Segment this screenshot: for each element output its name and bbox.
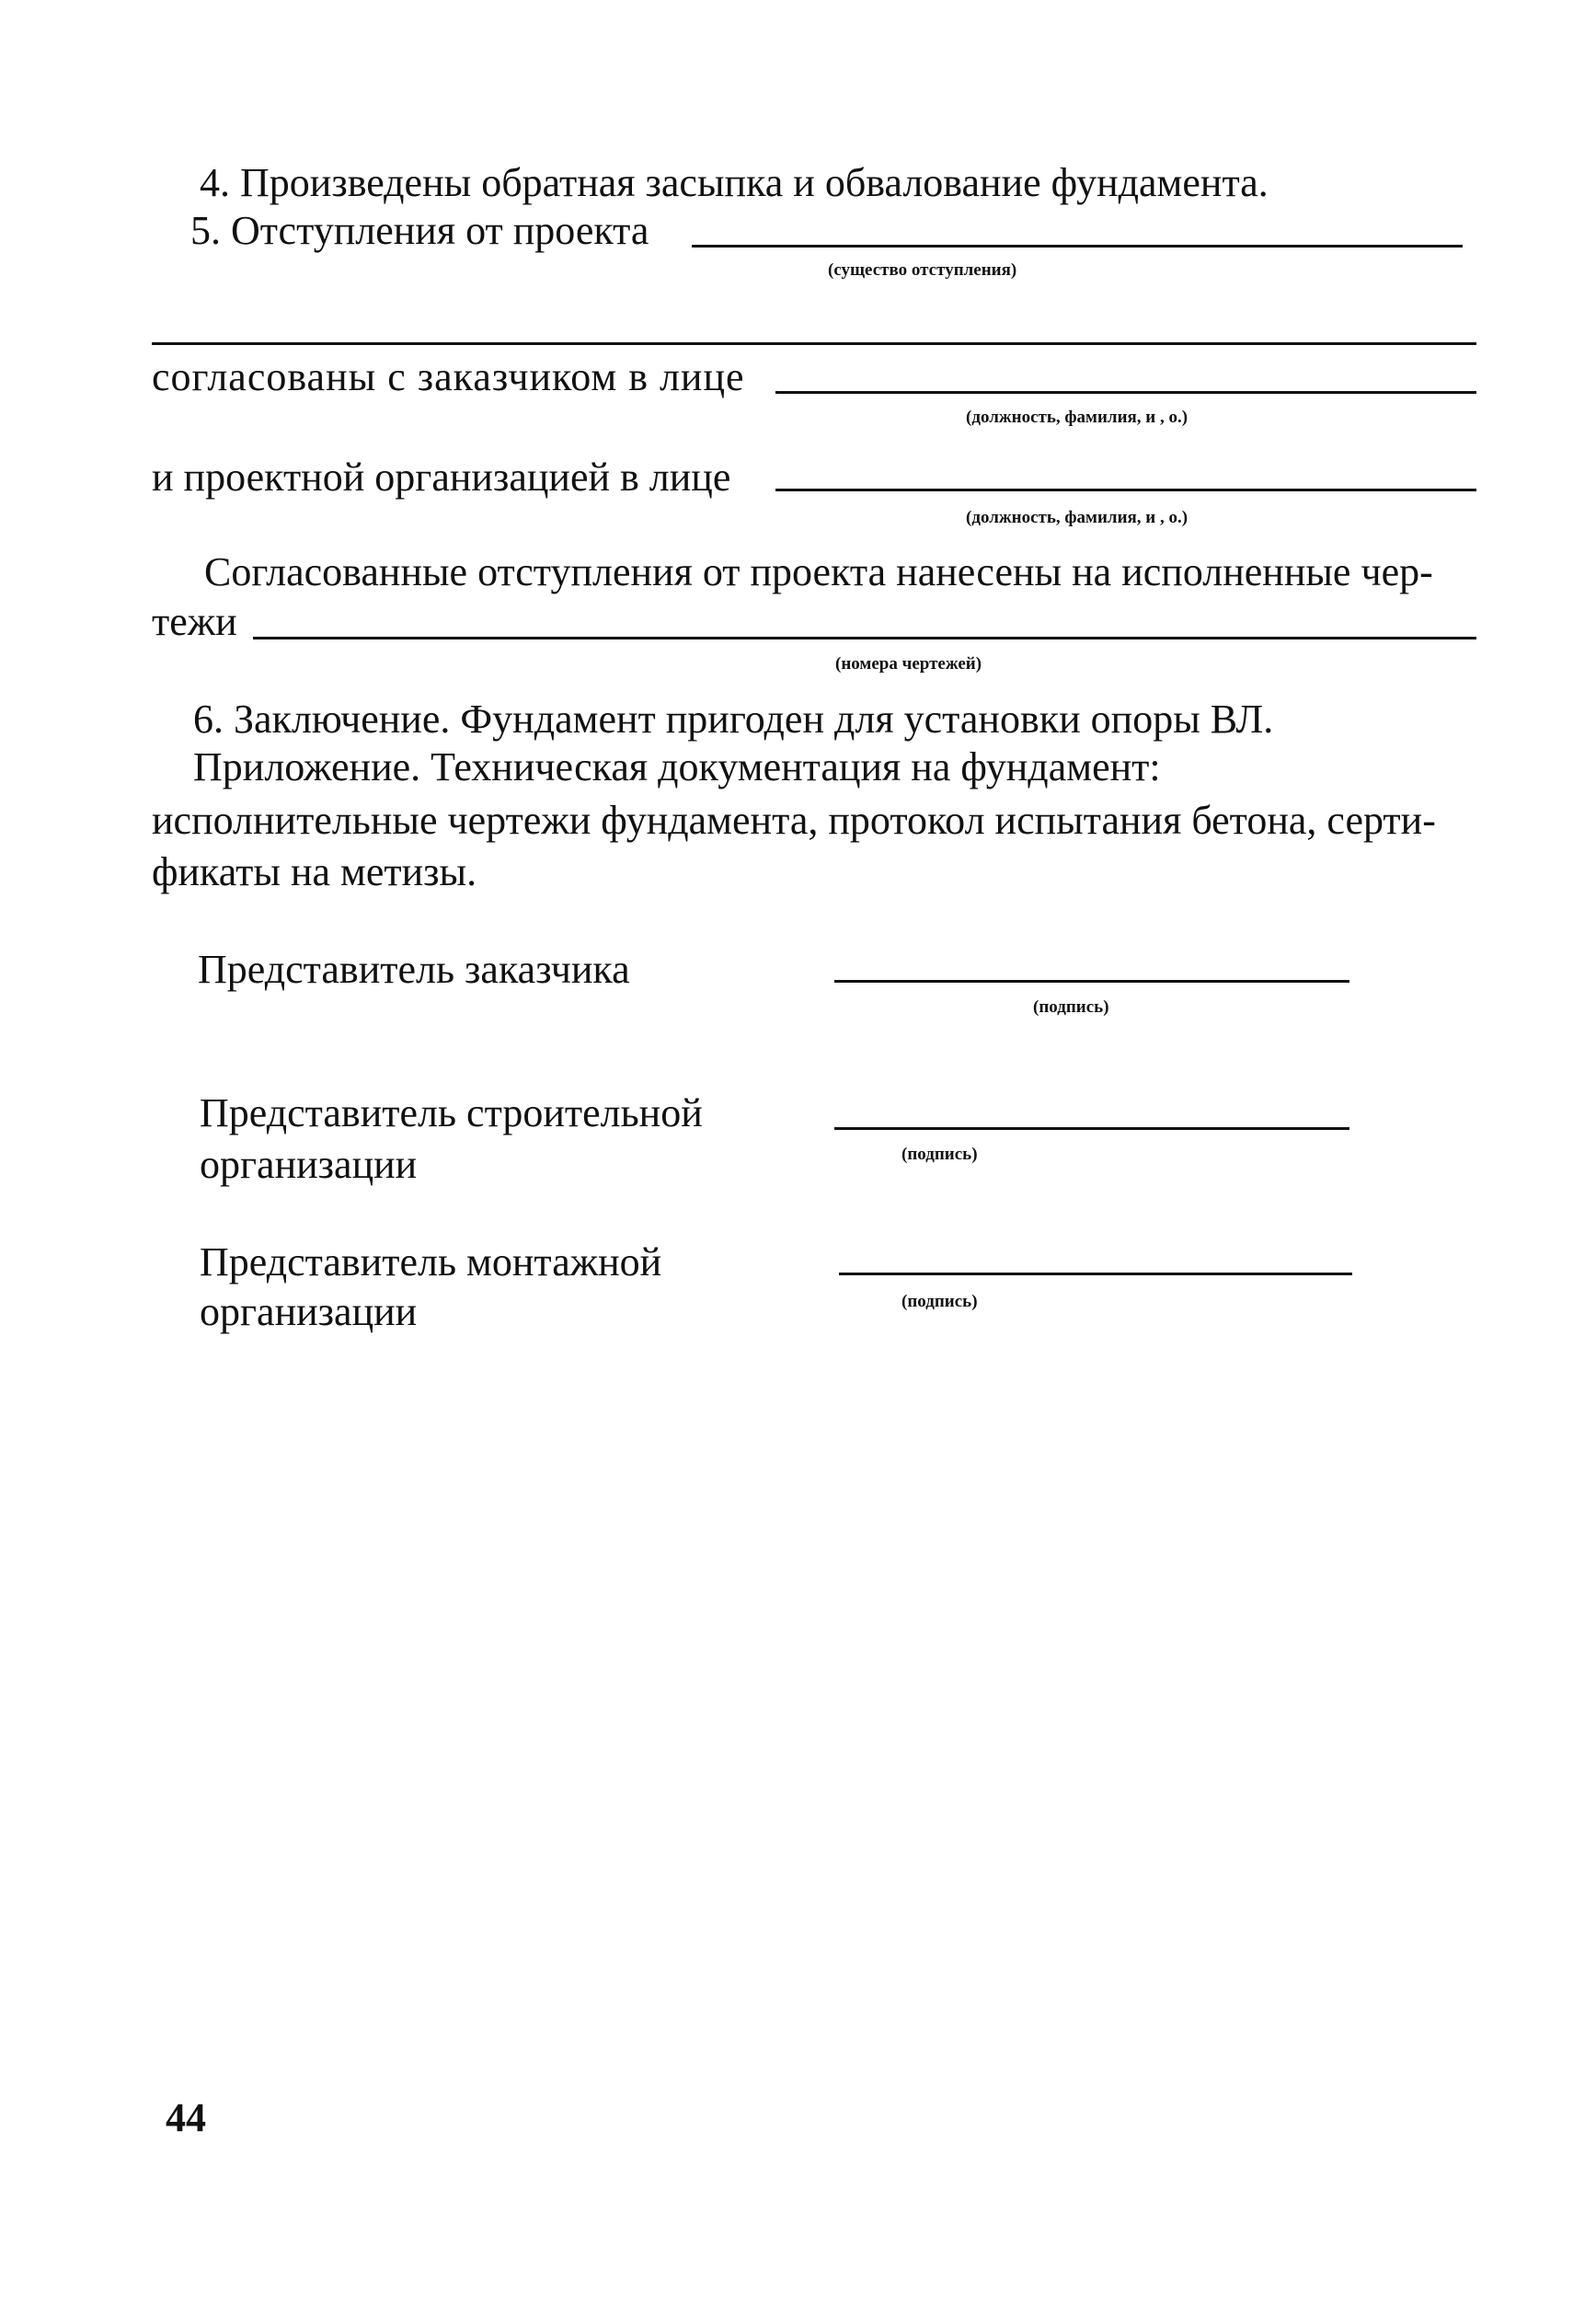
item-6-text: 6. Заключение. Фундамент пригоден для установки опоры ВЛ.	[193, 697, 1274, 742]
signature-construction-label-2: организации	[200, 1142, 418, 1187]
appendix-line-2: исполнительные чертежи фундамента, протокол испытания бетона, серти-	[152, 798, 1436, 843]
drawings-text-line-2: тежи	[152, 599, 237, 644]
signature-installation-label-2: организации	[200, 1289, 418, 1334]
signature-customer-caption: (подпись)	[1033, 997, 1109, 1017]
appendix-line-1: Приложение. Техническая документация на фундамент:	[193, 744, 1161, 789]
deviations-field-line[interactable]	[692, 245, 1463, 248]
drawings-text-line-1: Согласованные отступления от проекта нанесены на исполненные чер-	[204, 549, 1433, 594]
deviations-field-line-2[interactable]	[152, 342, 1476, 345]
agreed-customer-label: согласованы с заказчиком в лице	[152, 354, 745, 399]
item-4-text: 4. Произведены обратная засыпка и обвалование фундамента.	[200, 160, 1269, 205]
signature-customer-line[interactable]	[834, 980, 1349, 983]
signature-installation-line[interactable]	[839, 1273, 1352, 1275]
signature-installation-label-1: Представитель монтажной	[200, 1239, 662, 1284]
signature-customer-label: Представитель заказчика	[198, 947, 630, 992]
signature-construction-line[interactable]	[834, 1127, 1349, 1130]
signature-construction-caption: (подпись)	[901, 1145, 978, 1164]
design-representative-caption: (должность, фамилия, и , о.)	[966, 508, 1188, 527]
drawing-numbers-field-line[interactable]	[253, 637, 1476, 639]
signature-construction-label-1: Представитель строительной	[200, 1090, 703, 1135]
item-5-label: 5. Отступления от проекта	[190, 208, 649, 253]
drawing-numbers-caption: (номера чертежей)	[835, 654, 982, 674]
deviations-caption: (существо отступления)	[828, 260, 1017, 280]
appendix-line-3: фикаты на метизы.	[152, 849, 477, 894]
customer-representative-field-line[interactable]	[775, 391, 1476, 394]
design-representative-field-line[interactable]	[775, 489, 1476, 491]
agreed-design-label: и проектной организацией в лице	[152, 455, 731, 500]
customer-representative-caption: (должность, фамилия, и , о.)	[966, 408, 1188, 427]
signature-installation-caption: (подпись)	[901, 1292, 978, 1311]
page-number: 44	[166, 2095, 206, 2140]
